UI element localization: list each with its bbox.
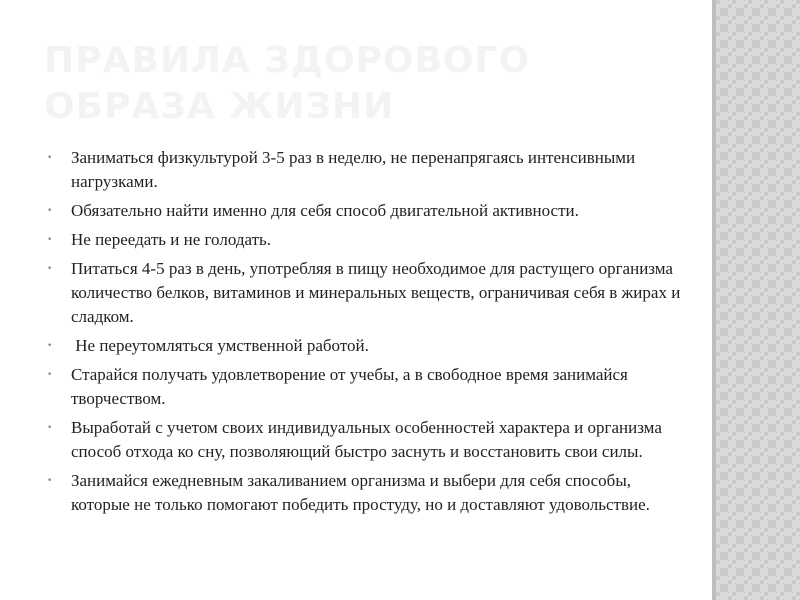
bullet-text: Питаться 4-5 раз в день, употребляя в пищу необходимое для растущего организма количество белков, витаминов и минеральных веществ, ограничивая себя в жирах и сладком. — [71, 259, 681, 326]
bullet-item-7 — [44, 416, 684, 464]
bullet-item-5 — [44, 334, 684, 358]
bullet-dot-icon: • — [47, 423, 53, 433]
bullet-dot-icon: • — [47, 341, 53, 351]
decorative-side-pattern — [712, 0, 800, 600]
bullet-text: Старайся получать удовлетворение от учебы, а в свободное время занимайся творчеством. — [71, 365, 628, 408]
bullet-dot-icon: • — [47, 370, 53, 380]
bullet-text: Обязательно найти именно для себя способ двигательной активности. — [71, 201, 579, 220]
bullet-text: Заниматься физкультурой 3-5 раз в неделю, не перенапрягаясь интенсивными нагрузками. — [71, 148, 636, 191]
bullet-text: Не переутомляться умственной работой. — [71, 336, 369, 355]
bullet-item-1 — [44, 146, 684, 194]
bullet-item-2 — [44, 199, 684, 223]
rules-bullet-list — [44, 146, 684, 522]
bullet-dot-icon: • — [47, 153, 53, 163]
bullet-item-3 — [44, 228, 684, 252]
bullet-dot-icon: • — [47, 235, 53, 245]
bullet-dot-icon: • — [47, 264, 53, 274]
bullet-text: Выработай с учетом своих индивидуальных особенностей характера и организма способ отхода ко сну, позволяющий быстро заснуть и восстановить свои силы. — [71, 418, 662, 461]
bullet-dot-icon: • — [47, 206, 53, 216]
slide-title: ПРАВИЛА ЗДОРОВОГО ОБРАЗА ЖИЗНИ — [44, 40, 531, 127]
bullet-text: Не переедать и не голодать. — [71, 230, 272, 249]
bullet-item-4 — [44, 257, 684, 329]
bullet-dot-icon: • — [47, 476, 53, 486]
bullet-text: Занимайся ежедневным закаливанием организма и выбери для себя способы, которые не только помогают победить простуду, но и доставляют удовольствие. — [71, 471, 650, 514]
bullet-item-8 — [44, 469, 684, 517]
bullet-item-6 — [44, 363, 684, 411]
